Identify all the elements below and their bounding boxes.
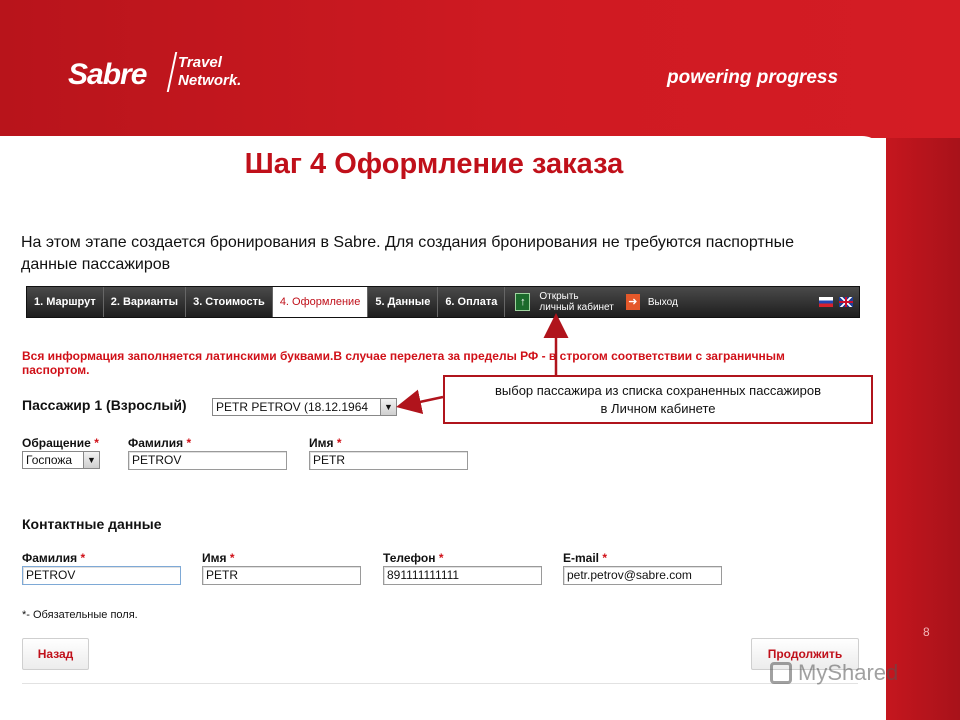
- firstname-field[interactable]: PETR: [309, 451, 468, 470]
- exit-arrow-icon: ➜: [626, 294, 640, 310]
- page-number: 8: [923, 625, 930, 639]
- logo-line-2: Network.: [178, 72, 242, 89]
- required-fields-note: *- Обязательные поля.: [22, 609, 138, 621]
- sabre-logo: Sabre: [68, 58, 147, 91]
- continue-button[interactable]: Продолжить: [751, 638, 859, 670]
- arrow-to-passenger-select: [401, 397, 443, 406]
- contact-lastname-field[interactable]: PETROV: [22, 566, 181, 585]
- phone-field[interactable]: 891111111111: [383, 566, 542, 585]
- door-up-arrow-icon: ↑: [515, 293, 530, 311]
- watermark-logo-icon: [770, 662, 792, 684]
- required-asterisk: *: [602, 551, 608, 565]
- step-variants[interactable]: 2. Варианты: [104, 287, 186, 317]
- required-asterisk: *: [438, 551, 444, 565]
- title-select-value: Госпожа: [26, 453, 73, 467]
- cabinet-label-line-1: Открыть: [539, 291, 579, 302]
- dropdown-arrow-icon[interactable]: ▼: [83, 452, 99, 468]
- step-checkout[interactable]: 4. Оформление: [273, 287, 369, 317]
- step-price[interactable]: 3. Стоимость: [186, 287, 273, 317]
- email-field[interactable]: petr.petrov@sabre.com: [563, 566, 722, 585]
- back-button[interactable]: Назад: [22, 638, 89, 670]
- phone-label-text: Телефон: [383, 551, 436, 565]
- passenger-heading: Пассажир 1 (Взрослый): [22, 397, 187, 413]
- contact-firstname-label-text: Имя: [202, 551, 227, 565]
- latin-letters-warning: Вся информация заполняется латинскими буквами.В случае перелета за пределы РФ - в строгом соответствии с заграничным паспортом.: [22, 349, 785, 377]
- email-label-text: E-mail: [563, 551, 600, 565]
- step-route[interactable]: 1. Маршрут: [27, 287, 104, 317]
- tagline: powering progress: [667, 67, 839, 88]
- lastname-field[interactable]: PETROV: [128, 451, 287, 470]
- callout-line-2: в Личном кабинете: [600, 400, 716, 416]
- contact-lastname-label-text: Фамилия: [22, 551, 78, 565]
- required-asterisk: *: [336, 436, 342, 450]
- required-asterisk: *: [229, 551, 235, 565]
- firstname-label-text: Имя: [309, 436, 334, 450]
- cabinet-label-line-2: личный кабинет: [539, 302, 614, 313]
- callout-box: [443, 375, 873, 424]
- passenger-select-value: PETR PETROV (18.12.1964: [216, 400, 369, 414]
- exit-label: Выход: [647, 296, 678, 308]
- contact-firstname-field[interactable]: PETR: [202, 566, 361, 585]
- step-payment[interactable]: 6. Оплата: [438, 287, 505, 317]
- dropdown-arrow-icon[interactable]: ▼: [380, 399, 396, 415]
- callout-line-1: выбор пассажира из списка сохраненных пассажиров: [495, 382, 821, 398]
- title-label-text: Обращение: [22, 436, 91, 450]
- step-data[interactable]: 5. Данные: [368, 287, 438, 317]
- watermark-text: MyShared: [798, 660, 899, 685]
- required-asterisk: *: [94, 436, 99, 450]
- intro-text: На этом этапе создается бронирования в Sabre. Для создания бронирования не требуются паспортные данные пассажиров: [21, 234, 794, 273]
- required-asterisk: *: [80, 551, 86, 565]
- logo-line-1: Travel: [178, 54, 222, 71]
- slide-title: Шаг 4 Оформление заказа: [244, 148, 624, 180]
- watermark: [770, 660, 898, 686]
- lastname-label-text: Фамилия: [128, 436, 184, 450]
- required-asterisk: *: [186, 436, 192, 450]
- contacts-heading: Контактные данные: [22, 516, 162, 532]
